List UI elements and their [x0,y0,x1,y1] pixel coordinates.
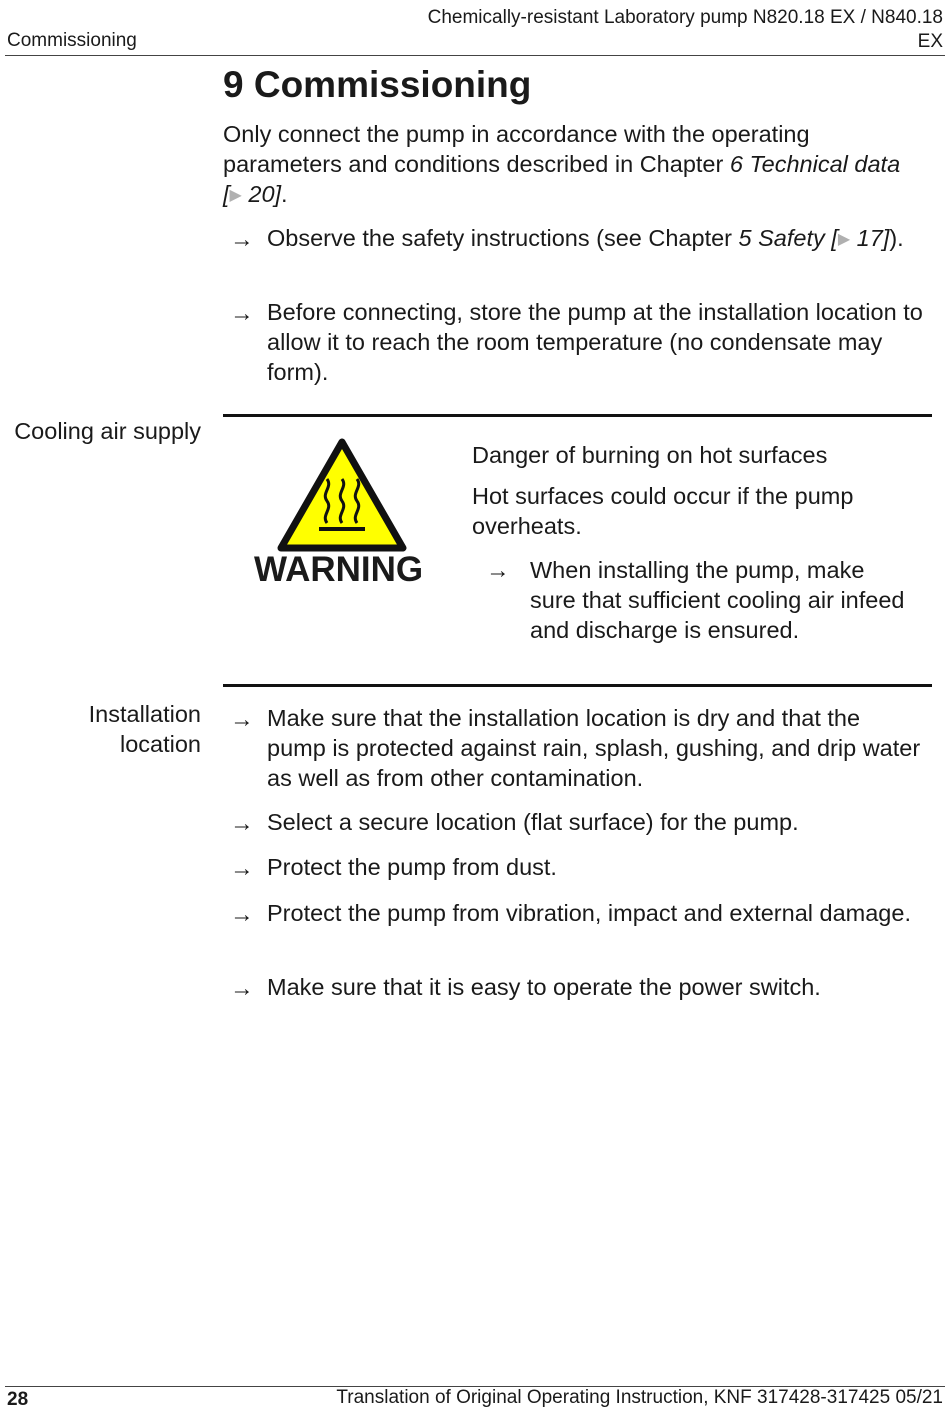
arrow-right-icon: → [230,300,254,326]
header-product-line2: EX [917,31,943,52]
installation-top-rule [223,684,932,687]
xref-triangle-icon: ▶ [837,231,851,248]
warning-heading: Danger of burning on hot surfaces [472,442,828,468]
warning-description: Hot surfaces could occur if the pump overheats. [472,483,854,539]
warning-signal-word: WARNING [254,550,424,589]
header-product-line1: Chemically-resistant Laboratory pump N820.18 EX / N840.18 [427,7,943,28]
hot-surface-warning-icon [277,438,407,553]
arrow-right-icon: → [230,706,254,732]
list-item: → Make sure that the installation location is dry and that the pump is protected against rain, splash, gushing, and drip water as well as from other contamination. [230,705,921,791]
list-item: → Protect the pump from dust. [230,854,557,881]
installation-location-label: Installation location [88,701,201,757]
intro-text: Only connect the pump in accordance with the operating parameters and conditions described in Chapter [223,121,810,177]
safety-xref-link[interactable]: 5 Safety [▶ 17] [738,225,890,251]
footer-document-id: Translation of Original Operating Instruction, KNF 317428-317425 05/21 [336,1387,943,1408]
arrow-right-icon: → [230,810,254,836]
warning-action-item: → When installing the pump, make sure that sufficient cooling air infeed and discharge is ensured. [486,557,905,643]
cooling-air-supply-label: Cooling air supply [14,418,201,444]
list-item: → Protect the pump from vibration, impact and external damage. [230,900,911,927]
header-divider [5,55,945,56]
list-item: → Observe the safety instructions (see Chapter 5 Safety [▶ 17]). [230,225,904,252]
arrow-right-icon: → [486,557,510,583]
intro-paragraph: Only connect the pump in accordance with the operating parameters and conditions described in Chapter 6 Technical data [▶ 20]. [223,121,901,207]
list-item: → Select a secure location (flat surface) for the pump. [230,809,799,836]
warning-top-rule [223,414,932,417]
intro-xref-link[interactable]: 6 Technical data [▶ 20] [223,151,901,207]
arrow-right-icon: → [230,226,254,252]
list-item: → Before connecting, store the pump at the installation location to allow it to reach the room temperature (no condensate may form). [230,299,923,385]
document-header-product [323,6,943,54]
header-section-name: Commissioning [7,30,137,51]
page-number: 28 [7,1389,29,1410]
xref-triangle-icon: ▶ [229,187,242,204]
page-title: 9 Commissioning [223,64,532,105]
arrow-right-icon: → [230,901,254,927]
list-item: → Make sure that it is easy to operate the power switch. [230,974,821,1001]
arrow-right-icon: → [230,975,254,1001]
arrow-right-icon: → [230,855,254,881]
